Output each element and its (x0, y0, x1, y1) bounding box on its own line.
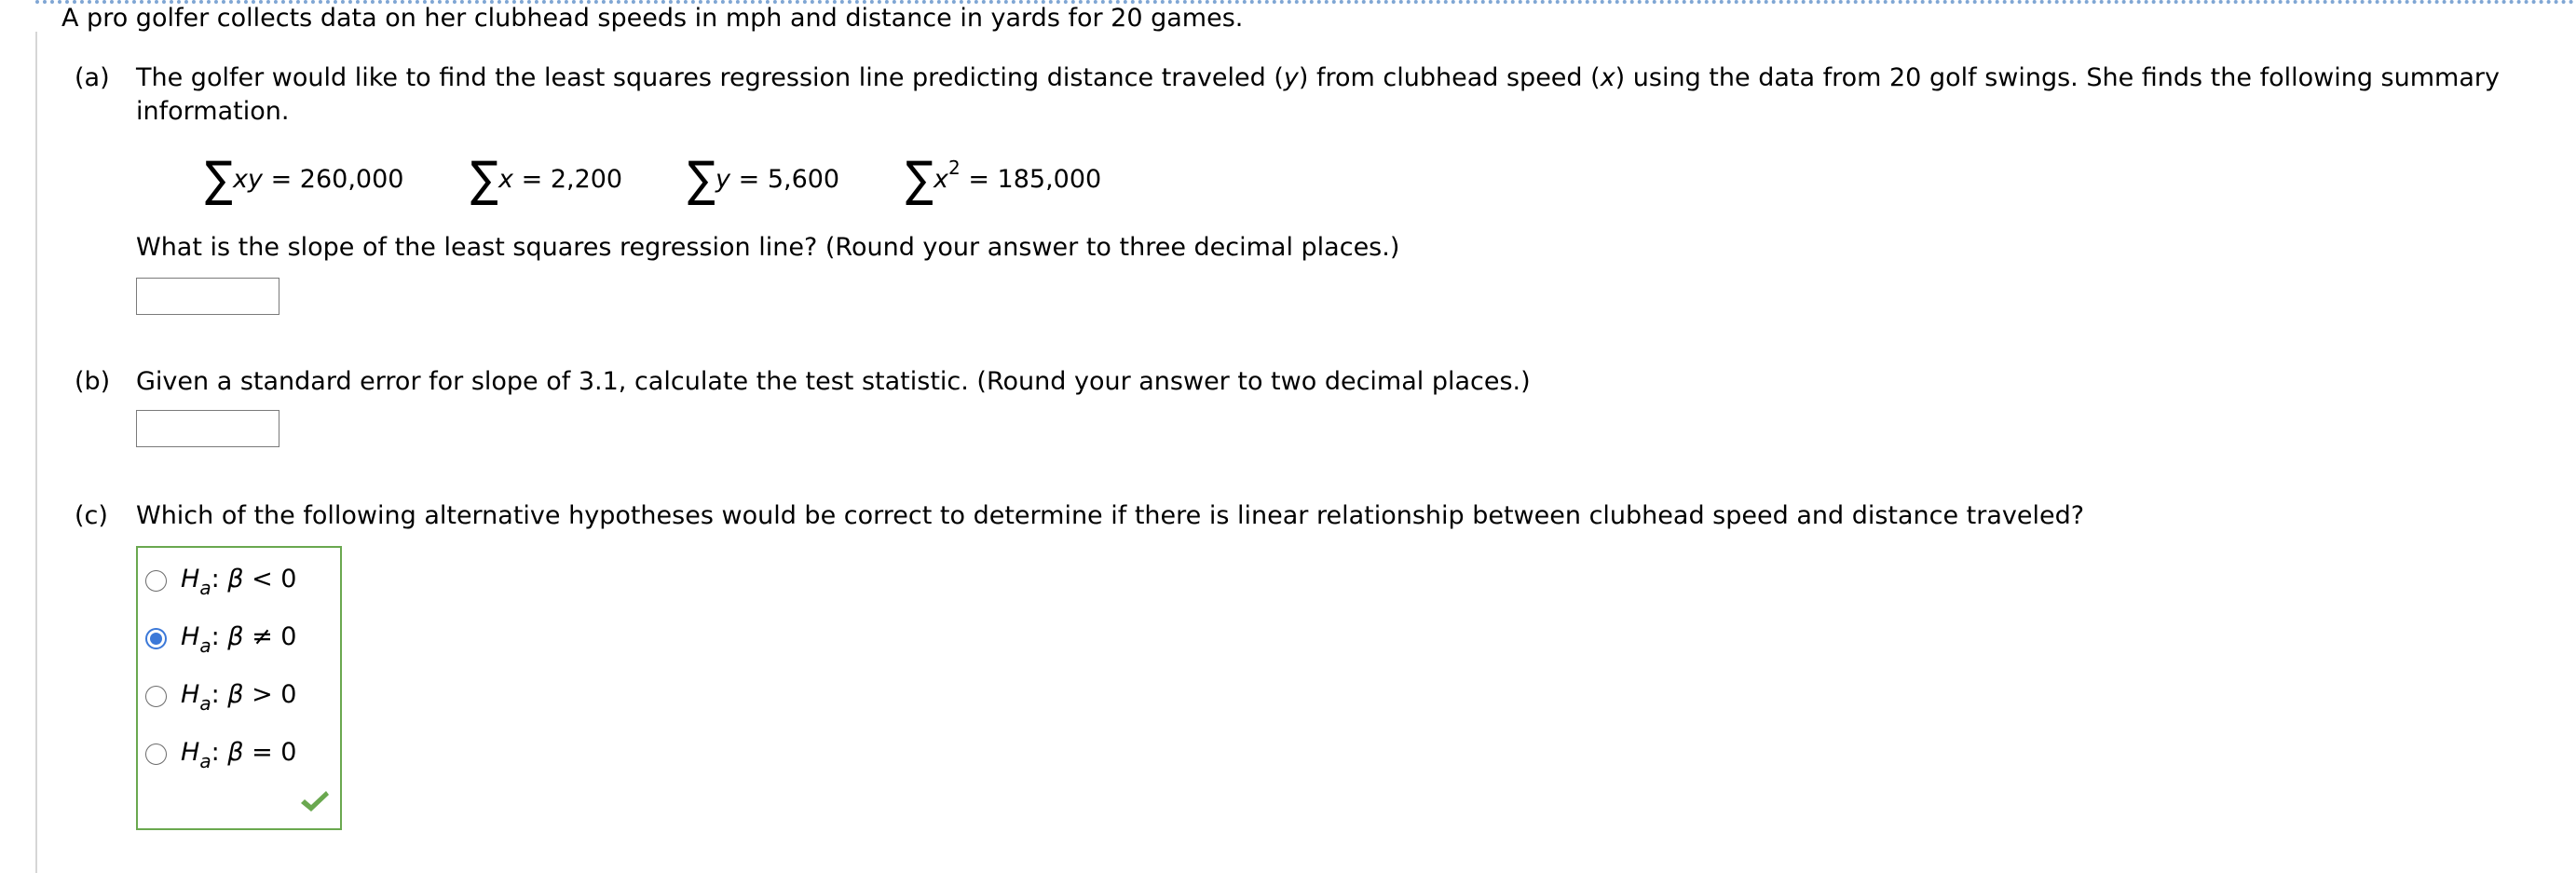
part-c-letter: (c) (75, 501, 108, 530)
y-variable: y (1283, 63, 1299, 92)
radio-button[interactable] (145, 570, 167, 592)
radio-button-selected[interactable] (145, 628, 167, 649)
x-variable: x (1600, 63, 1615, 92)
choice-label: $H_a$: β < 0 (181, 565, 297, 599)
radio-button[interactable] (145, 686, 167, 707)
sigma-icon: ∑ (470, 152, 498, 208)
part-b-letter: (b) (75, 367, 111, 396)
part-a-question: What is the slope of the least squares regression line? (Round your answer to three decimal places.) (136, 233, 1400, 262)
sigma-icon: ∑ (205, 152, 233, 208)
sum-xy: ∑xy = 260,000 (205, 152, 404, 208)
part-c-question: Which of the following alternative hypotheses would be correct to determine if there is linear relationship between clubhead speed and distance traveled? (136, 501, 2085, 530)
part-a-prompt-cont: information. (136, 97, 290, 126)
choice-label: $H_a$: β = 0 (181, 738, 297, 772)
sigma-icon: ∑ (906, 152, 934, 208)
slope-answer-input[interactable] (136, 278, 279, 315)
sum-y: ∑y = 5,600 (688, 152, 840, 208)
test-statistic-input[interactable] (136, 410, 279, 447)
sum-x-squared: $\sum x^2 = 185,000$ (906, 152, 1102, 208)
question-left-border (35, 32, 37, 873)
sum-x: ∑x = 2,200 (470, 152, 623, 208)
part-a-prompt: The golfer would like to find the least squares regression line predicting distance traveled (y) from clubhead speed (x) using the data from 20 golf swings. She finds the following summary (136, 63, 2500, 92)
radio-button[interactable] (145, 743, 167, 765)
hypothesis-choices (136, 546, 342, 830)
choice-label: $H_a$: β ≠ 0 (181, 622, 297, 657)
choice-label: $H_a$: β > 0 (181, 680, 297, 715)
part-a-letter: (a) (75, 63, 110, 92)
sigma-icon: ∑ (688, 152, 716, 208)
question-intro: A pro golfer collects data on her clubhead speeds in mph and distance in yards for 20 games. (61, 4, 1244, 33)
part-b-question: Given a standard error for slope of 3.1, calculate the test statistic. (Round your answer to two decimal places.) (136, 367, 1531, 396)
check-icon (299, 788, 331, 814)
